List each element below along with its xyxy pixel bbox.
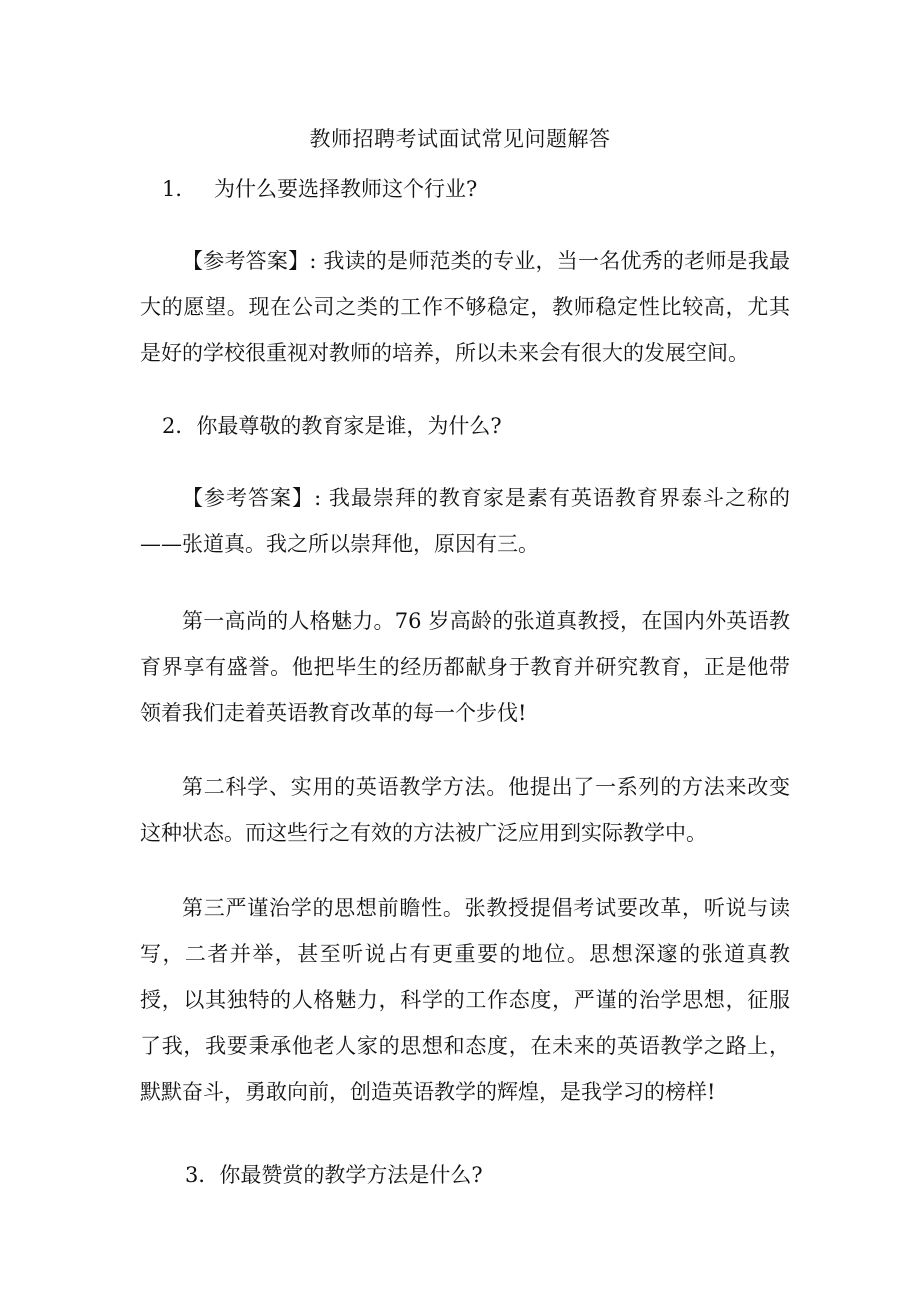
answer-2-text: : 我最崇拜的教育家是素有英语教育界泰斗之称的——张道真。我之所以崇拜他，原因有三。: [140, 486, 791, 556]
paragraph-first-reason: 第一高尚的人格魅力。76 岁高龄的张道真教授，在国内外英语教育界享有盛誉。他把毕生的经历都献身于教育并研究教育，正是他带领着我们走着英语教育改革的每一个步伐!: [140, 609, 790, 725]
question-2: 2．你最尊敬的教育家是谁，为什么?: [162, 414, 502, 438]
paragraph-third-reason: 第三严谨治学的思想前瞻性。张教授提倡考试要改革，听说与读写，二者并举，甚至听说占有更重要的地位。思想深邃的张道真教授，以其独特的人格魅力，科学的工作态度，严谨的治学思想，征服了我，我要秉承他老人家的思想和态度，在未来的英语教学之路上，默默奋斗，勇敢向前，创造英语教学的辉煌，是我学习的榜样!: [140, 896, 790, 1104]
answer-2-label: 【参考答案】: [182, 486, 315, 510]
question-1: [162, 174, 477, 204]
question-1-text: 为什么要选择教师这个行业?: [214, 177, 478, 201]
question-1-number: 1．: [162, 177, 197, 201]
answer-1: [140, 238, 790, 376]
answer-1-label: 【参考答案】: [182, 249, 310, 273]
document-title: 教师招聘考试面试常见问题解答: [309, 127, 611, 151]
question-3: 3．你最赞赏的教学方法是什么?: [185, 1163, 483, 1187]
paragraph-second-reason: 第二科学、实用的英语教学方法。他提出了一系列的方法来改变这种状态。而这些行之有效的方法被广泛应用到实际教学中。: [140, 775, 790, 845]
answer-2: [140, 475, 790, 567]
answer-1-text: : 我读的是师范类的专业，当一名优秀的老师是我最大的愿望。现在公司之类的工作不够稳定，教师稳定性比较高，尤其是好的学校很重视对教师的培养，所以未来会有很大的发展空间。: [140, 249, 791, 365]
